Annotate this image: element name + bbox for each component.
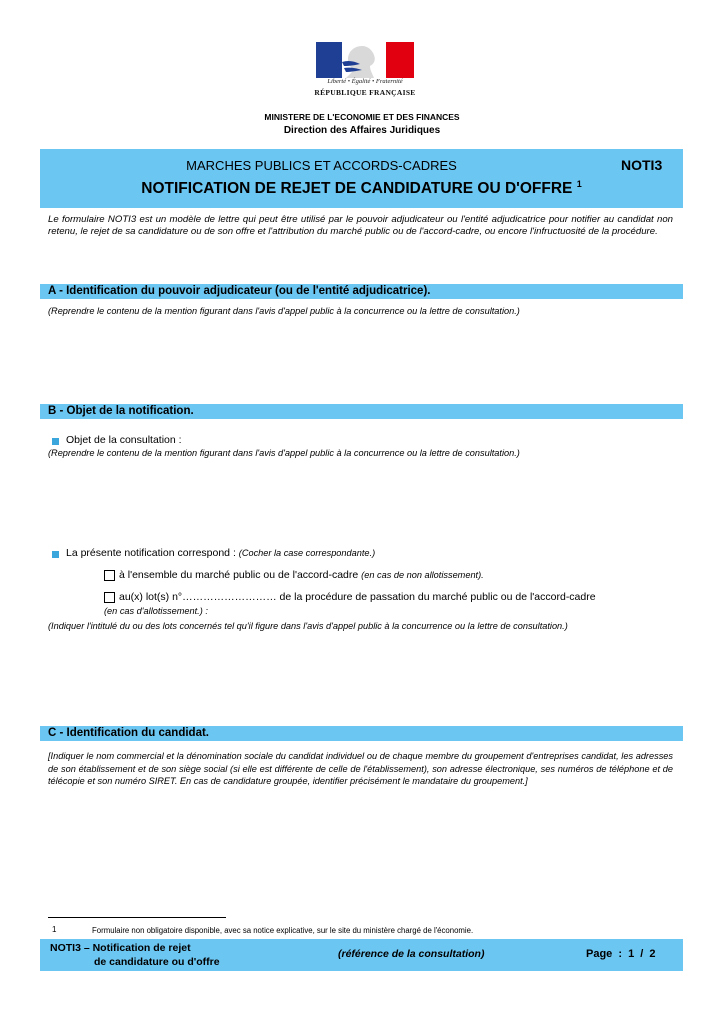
footnote-divider [48, 917, 226, 918]
bullet-icon [52, 551, 59, 558]
section-a-title: A - Identification du pouvoir adjudicateur (ou de l'entité adjudicatrice). [48, 285, 431, 297]
form-title [40, 179, 683, 198]
form-code: NOTI3 [621, 157, 663, 173]
section-c-note: [Indiquer le nom commercial et la dénomination sociale du candidat individuel ou de chaque membre du groupement d'entreprises candidat, les adresses de son établissement et de son siège social (si elle est différente de celle de l'établissement), son adresse électronique, ses numéros de téléphone et de télécopie et son numéro SIRET. En cas de candidature groupée, identifier précisément le mandataire du groupement.] [48, 751, 673, 786]
section-a-note: (Reprendre le contenu de la mention figurant dans l'avis d'appel public à la concurrence ou la lettre de consultation.) [48, 306, 520, 316]
footnote-number: 1 [52, 925, 57, 934]
footer-page-number: Page : 1 / 2 [586, 948, 656, 960]
lots-checkbox[interactable] [104, 592, 115, 603]
notification-scope-hint: (Cocher la case correspondante.) [238, 548, 376, 558]
footer-form-name: NOTI3 – Notification de rejet [50, 942, 191, 954]
republic-motto: Liberté • Égalité • Fraternité [327, 78, 403, 85]
marianne-icon [334, 42, 384, 78]
whole-contract-text: à l'ensemble du marché public ou de l'accord-cadre [119, 569, 359, 581]
ministry-heading: MINISTERE DE L'ECONOMIE ET DES FINANCES [264, 112, 460, 122]
footnote-text: Formulaire non obligatoire disponible, avec sa notice explicative, sur le site du ministère chargé de l'économie. [92, 926, 474, 935]
footer-consultation-ref: (référence de la consultation) [338, 948, 485, 960]
footer-form-name-cont: de candidature ou d'offre [94, 956, 220, 968]
whole-contract-hint: (en cas de non allotissement). [361, 570, 484, 580]
republic-logo-flag [316, 42, 414, 78]
lots-option-note: (Indiquer l'intitulé du ou des lots concernés tel qu'il figure dans l'avis d'appel public à la concurrence ou la lettre de consultation.) [48, 621, 568, 631]
lots-option-hint: (en cas d'allotissement.) : [104, 606, 208, 616]
form-title-footnote-ref: 1 [576, 179, 582, 189]
form-category: MARCHES PUBLICS ET ACCORDS-CADRES [186, 158, 457, 173]
republic-name: RÉPUBLIQUE FRANÇAISE [314, 88, 416, 97]
notification-scope-label [66, 547, 375, 559]
section-c-title: C - Identification du candidat. [48, 727, 209, 739]
consultation-object-note: (Reprendre le contenu de la mention figurant dans l'avis d'appel public à la concurrence ou la lettre de consultation.) [48, 448, 520, 458]
notification-scope-text: La présente notification correspond : [66, 547, 236, 559]
whole-contract-checkbox[interactable] [104, 570, 115, 581]
direction-heading: Direction des Affaires Juridiques [283, 125, 441, 136]
form-title-text: NOTIFICATION DE REJET DE CANDIDATURE OU D'OFFRE [141, 180, 573, 198]
bullet-icon [52, 438, 59, 445]
intro-paragraph: Le formulaire NOTI3 est un modèle de lettre qui peut être utilisé par le pouvoir adjudicateur ou l'entité adjudicatrice pour notifier au candidat non retenu, le rejet de sa candidature ou de son offre et l'attribution du marché public ou de l'accord-cadre, ou encore l'infructuosité de la procédure. [48, 214, 673, 237]
section-b-title: B - Objet de la notification. [48, 405, 194, 417]
whole-contract-option [119, 569, 484, 581]
lots-option-text: au(x) lot(s) n°……………………… de la procédure de passation du marché public ou de l'accord-cadre [119, 591, 596, 603]
consultation-object-label: Objet de la consultation : [66, 434, 182, 446]
